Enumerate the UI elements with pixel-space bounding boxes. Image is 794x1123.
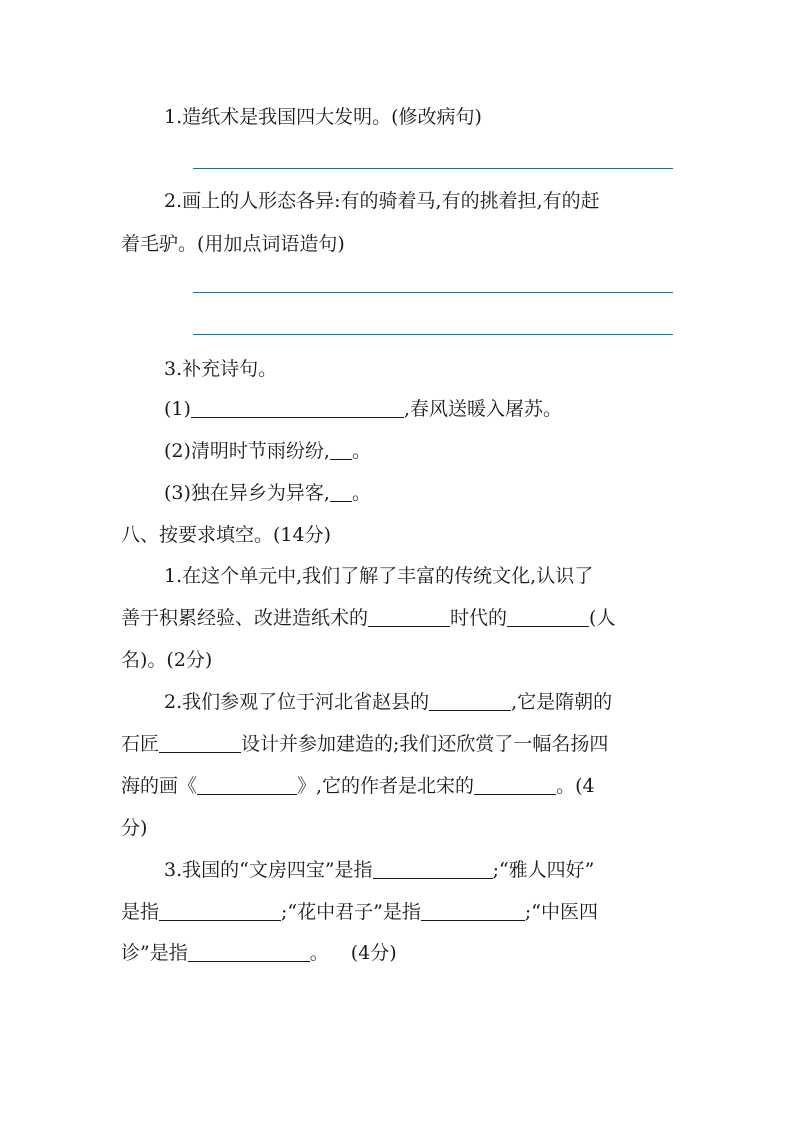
s8-q2-text1a: 2.我们参观了位于河北省赵县的	[164, 691, 430, 713]
bridge-blank[interactable]	[429, 690, 511, 711]
q1-answer-line[interactable]	[193, 168, 673, 169]
s8-q1-text1: 1.在这个单元中,我们了解了丰富的传统文化,认识了	[164, 565, 594, 587]
s8-q1-text2b: 时代的	[450, 607, 508, 629]
painting-blank[interactable]	[197, 774, 297, 795]
four-hobbies-blank[interactable]	[159, 900, 281, 921]
mason-blank[interactable]	[159, 732, 241, 753]
s8-q1-line3	[121, 647, 212, 673]
s8-q2-text3c: 。(4	[556, 775, 595, 797]
s8-q3-text1a: 3.我国的“文房四宝”是指	[164, 859, 373, 881]
s8-q1-text3: 名)。(2分)	[121, 649, 213, 671]
s8-q2-line2	[121, 731, 608, 757]
s8-q3-line2	[121, 899, 598, 925]
s8-q3-line1	[164, 857, 594, 883]
poem2-text: (2)清明时节雨纷纷,	[164, 440, 330, 462]
s8-q3-text3a: 诊”是指	[121, 942, 188, 964]
s8-q3-text2b: ;“花中君子”是指	[281, 901, 421, 923]
s8-q2-line3	[121, 773, 595, 799]
s8-q3-text2a: 是指	[121, 901, 160, 923]
q2-prompt-line2: 着毛驴。(用加点词语造句)	[121, 233, 345, 255]
s8-q3-score: (4分)	[350, 942, 397, 964]
q3-poem-3	[164, 480, 371, 506]
s8-q3-text1b: ;“雅人四好”	[492, 859, 595, 881]
q3-poem-1	[164, 396, 562, 422]
poem3-end: 。	[351, 482, 371, 504]
q2-line1	[164, 188, 600, 214]
section8-heading-text: 八、按要求填空。(14分)	[121, 524, 332, 546]
s8-q1-text2a: 善于积累经验、改进造纸术的	[121, 607, 369, 629]
q2-answer-line-2[interactable]	[193, 334, 673, 335]
four-diagnostics-blank[interactable]	[188, 941, 310, 962]
q3-poem-2	[164, 438, 371, 464]
s8-q3-line3	[121, 940, 397, 966]
s8-q3-text2c: ;“中医四	[524, 901, 598, 923]
q1-text	[164, 104, 482, 130]
s8-q2-text1b: ,它是隋朝的	[511, 691, 613, 713]
poem1-blank[interactable]	[191, 397, 404, 418]
s8-q2-line1	[164, 689, 612, 715]
s8-q2-text3b: 》,它的作者是北宋的	[297, 775, 475, 797]
section8-heading	[121, 522, 331, 548]
s8-q2-text3a: 海的画《	[121, 775, 198, 797]
s8-q3-text3b: 。	[309, 942, 329, 964]
s8-q2-text2a: 石匠	[121, 733, 160, 755]
q3-title-text: 3.补充诗句。	[164, 358, 278, 380]
poem3-blank[interactable]	[330, 481, 352, 502]
s8-q1-text2c: (人	[589, 607, 616, 629]
poem2-end: 。	[351, 440, 371, 462]
q3-title	[164, 356, 277, 382]
painter-blank[interactable]	[474, 774, 556, 795]
poem1-number: (1)	[164, 398, 191, 420]
s8-q2-text4: 分)	[121, 817, 148, 839]
four-gentlemen-blank[interactable]	[421, 900, 525, 921]
q2-prompt-line1: 2.画上的人形态各异:有的骑着马,有的挑着担,有的赶	[164, 190, 600, 212]
s8-q2-text2b: 设计并参加建造的;我们还欣赏了一幅名扬四	[241, 733, 609, 755]
dynasty-blank[interactable]	[368, 606, 450, 627]
q2-line2	[121, 231, 345, 257]
s8-q1-line1	[164, 563, 593, 589]
q1-prompt: 1.造纸术是我国四大发明。(修改病句)	[164, 106, 482, 128]
poem1-text: ,春风送暖入屠苏。	[403, 398, 562, 420]
s8-q1-line2	[121, 605, 615, 631]
q2-answer-line-1[interactable]	[193, 292, 673, 293]
s8-q2-line4	[121, 815, 147, 841]
person-name-blank[interactable]	[507, 606, 589, 627]
poem3-text: (3)独在异乡为异客,	[164, 482, 330, 504]
poem2-blank[interactable]	[330, 439, 352, 460]
four-treasures-blank[interactable]	[373, 858, 493, 879]
